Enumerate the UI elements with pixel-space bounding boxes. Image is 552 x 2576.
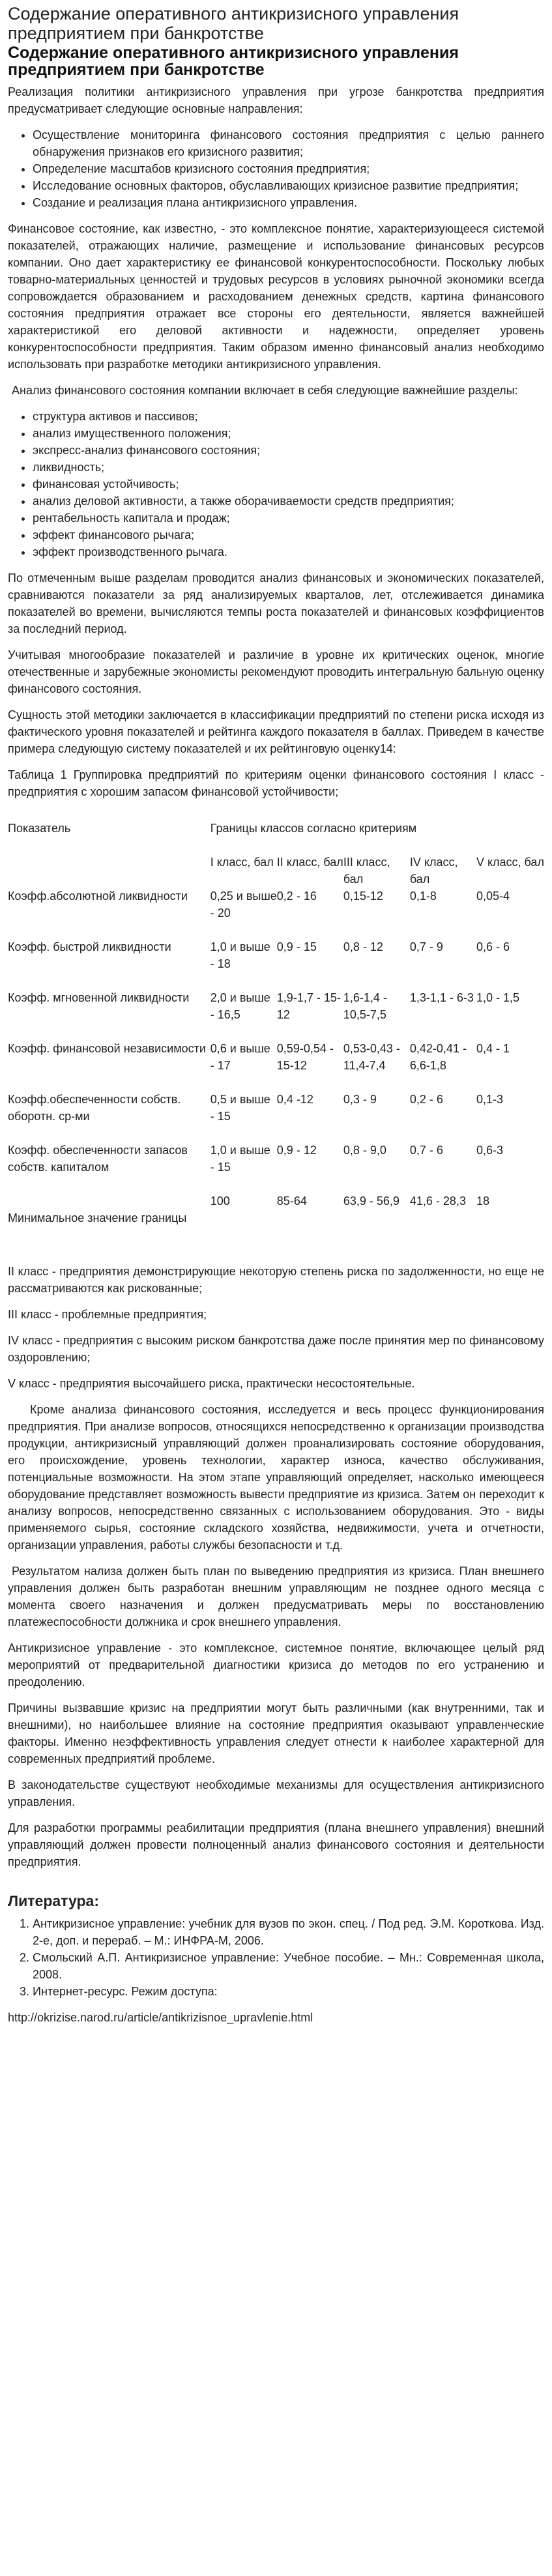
class-iv-text: IV класс - предприятия с высоким риском банкротства даже после принятия мер по финансовому оздоровлению; [8,1334,544,1364]
row-name: Коэфф.абсолютной ликвидности [8,890,188,903]
table-cell: 0,8 - 9,0 [343,1144,386,1157]
list-item: • Создание и реализация плана антикризисного управления. [33,194,544,211]
table-cell: 0,4 - 1 [476,1042,510,1055]
table-cell: 1,3-1,1 - 6-3 [409,991,474,1004]
table-row [8,1193,544,1209]
row-name: Минимальное значение границы [8,1211,187,1224]
table-cell: 41,6 - 28,3 [409,1194,466,1208]
table-cell: 0,7 - 6 [409,1144,443,1157]
table-row [8,1142,544,1176]
table-class-row [8,854,544,888]
table-cell: 0,4 -12 [276,1093,313,1106]
table-cell: 63,9 - 56,9 [343,1194,399,1208]
table-cell: 0,53-0,43 - 11,4-7,4 [343,1042,400,1072]
table-cell: 0,8 - 12 [343,940,383,953]
literature-list [8,1915,544,2000]
program-paragraph: Для разработки программы реабилитации предприятия (плана внешнего управления) внешний управляющий должен провести полноценный анализ финансового состояния и деятельности предприятия. [8,1821,544,1868]
class-ii-text: II класс - предприятия демонстрирующие некоторую степень риска по задолженности, но еще не рассматриваются как рискованные; [8,1265,544,1295]
list-item: • финансовая устойчивость; [33,476,544,493]
variety-paragraph: Учитывая многообразие показателей и различие в уровне их критических оценок, многие отечественные и зарубежные экономисты рекомендуют проводить интегральную бальную оценку финансового состояния. [8,648,544,695]
class-v-text: V класс - предприятия высочайшего риска, практически несостоятельные. [8,1377,415,1390]
table-cell: 1,0 - 1,5 [476,991,519,1004]
analysis-paragraph: Анализ финансового состояния компании включает в себя следующие важнейшие разделы: [12,384,518,397]
finstate-paragraph: Финансовое состояние, как известно, - это комплексное понятие, характеризующееся системой показателей, отражающих наличие, размещение и использование финансовых ресурсов компании. Оно дает характеристику ее финансовой конкурентоспособности. Поскольку любых товарно-материальных ценностей и трудовых ресурсов в условиях рыночной экономики всегда сопровождается образованием и расходованием денежных средств, картина финансового состояния предприятия отражает все стороны его деятельности, является важнейшей характеристикой его деловой активности и надежности, определяет уровень конкурентоспособности предприятия. Таким образом именно финансовый анализ необходимо использовать при разработке методики антикризисного управления. [8,222,544,371]
intro-paragraph: Реализация политики антикризисного управления при угрозе банкротства предприятия предусматривает следующие основные направления: [8,85,544,115]
table-cell: 0,6-3 [476,1144,503,1157]
table-cell: 1,0 и выше - 15 [210,1144,270,1174]
row-name: Коэфф. финансовой независимости [8,1042,206,1055]
list-item: • анализ имущественного положения; [33,425,544,442]
list-item: • экспресс-анализ финансового состояния; [33,442,544,459]
row-name: Коэфф.обеспеченности собств. оборотн. ср-ми [8,1093,181,1123]
class-head: V класс, бал [476,856,544,869]
table-cell: 1,9-1,7 - 15-12 [276,991,341,1021]
class-head: II класс, бал [276,856,343,869]
table-header-row [8,820,544,837]
row-name: Коэфф. обеспеченности запасов собств. капиталом [8,1144,188,1174]
table-row [8,1040,544,1074]
list-item: • Осуществление мониторинга финансового состояния предприятия с целью раннего обнаружения признаков его кризисного развития; [33,126,544,160]
table-cell: 0,7 - 9 [409,940,443,953]
result-paragraph: Результатом нализа должен быть план по выведению предприятия из кризиса. План внешнего управления должен быть разработан внешним управляющим не позднее одного месяца с момента своего назначения и должен предусматривать меры по восстановлению платежеспособности должника и срок внешнего управления. [8,1565,544,1628]
table-row [8,1091,544,1125]
table-cell: 0,2 - 6 [409,1093,443,1106]
table-cell: 0,9 - 15 [276,940,317,953]
essence-paragraph: Сущность этой методики заключается в классификации предприятий по степени риска исходя из фактического уровня показателей и рейтинга каждого показателя в баллах. Приведем в качестве примера следующую систему показателей и их рейтинговую оценку14: [8,708,544,755]
list-item: • структура активов и пассивов; [33,408,544,425]
list-item: 2. Смольский А.П. Антикризисное управление: Учебное пособие. – Мн.: Современная школа, 2008. [33,1949,544,1983]
list-item: 3. Интернет-ресурс. Режим доступа: [33,1983,544,2000]
page-title: Содержание оперативного антикризисного управления предприятием при банкротстве [8,4,459,43]
crisis-mgmt-paragraph: Антикризисное управление - это комплексное, системное понятие, включающее целый ряд мероприятий от предварительной диагностики кризиса до методов по его устранению и преодолению. [8,1642,544,1688]
class-head: III класс, бал [343,856,390,886]
table-cell: 0,3 - 9 [343,1093,377,1106]
list-item: • Исследование основных факторов, обуславливающих кризисное развитие предприятия; [33,177,544,194]
table-row [8,938,544,972]
table-cell: 2,0 и выше - 16,5 [210,991,270,1021]
table-cell: 0,2 - 16 [276,890,317,903]
table-row [8,989,544,1023]
list-item: • рентабельность капитала и продаж; [33,510,544,527]
header-groups: Границы классов согласно критериям [210,822,417,835]
law-paragraph: В законодательстве существуют необходимые механизмы для осуществления антикризисного управления. [8,1778,544,1808]
table-cell: 85-64 [276,1194,307,1208]
table-cell: 1,0 и выше - 18 [210,940,270,970]
header-indicator: Показатель [8,822,71,835]
table-cell: 0,5 и выше - 15 [210,1093,270,1123]
table-caption: Таблица 1 Группировка предприятий по критериям оценки финансового состояния I класс - предприятия с хорошим запасом финансовой устойчивости; [8,768,544,798]
table-row [8,888,544,921]
enterprise-paragraph: Кроме анализа финансового состояния, исследуется и весь процесс функционирования предприятия. При анализе вопросов, относящихся непосредственно к организации производства продукции, антикризисный управляющий должен проанализировать состояние оборудования, его происхождение, уровень технологии, характер износа, качество обслуживания, потенциальные возможности. На этом этапе управляющий определяет, насколько имеющееся оборудование представляет возможность вывести предприятие из кризиса. Затем он переходит к анализу вопросов, непосредственно связанных с использованием оборудования. Это - виды применяемого сырья, состояние складского хозяйства, недвижимости, учета и отчетности, организации управления, работы службы безопасности и т.д. [8,1403,544,1552]
source-url[interactable]: http://okrizise.narod.ru/article/antikrizisnoe_upravlenie.html [8,2011,313,2024]
list-item: • анализ деловой активности, а также оборачиваемости средств предприятия; [33,493,544,510]
table-cell: 0,1-8 [409,890,437,903]
intro-list [8,126,544,211]
list-item: • эффект производственного рычага. [33,543,544,560]
table-cell: 18 [476,1194,489,1208]
list-item: • ликвидность; [33,459,544,476]
article-subtitle: Содержание оперативного антикризисного управления предприятием при банкротстве [8,44,459,79]
table-cell: 0,1-3 [476,1093,503,1106]
list-item: • эффект финансового рычага; [33,527,544,543]
table-cell: 0,59-0,54 - 15-12 [276,1042,334,1072]
causes-paragraph: Причины вызвавшие кризис на предприятии могут быть различными (как внутренними, так и внешними), но наибольшее влияние на состояние предприятия оказывают управленческие факторы. Именно неэффективность управления следует отнести к наиболее характерной для современных предприятий проблеме. [8,1701,544,1765]
class-head: IV класс, бал [409,856,458,886]
table-cell: 0,15-12 [343,890,383,903]
table-cell: 0,9 - 12 [276,1144,317,1157]
row-name: Коэфф. быстрой ликвидности [8,940,171,953]
class-head: I класс, бал [210,856,274,869]
literature-heading: Литература: [8,1892,99,1909]
criteria-table [8,820,544,1226]
table-cell: 0,6 - 6 [476,940,510,953]
list-item: • Определение масштабов кризисного состояния предприятия; [33,160,544,177]
table-cell: 0,25 и выше - 20 [210,890,277,919]
sections-paragraph: По отмеченным выше разделам проводится анализ финансовых и экономических показателей, сравниваются показатели за ряд анализируемых кварталов, лет, отслеживается динамика показателей во времени, вычисляются темпы роста показателей и финансовых коэффициентов за последний период. [8,572,544,635]
table-cell: 100 [210,1194,230,1208]
table-cell: 1,6-1,4 - 10,5-7,5 [343,991,387,1021]
table-cell: 0,42-0,41 - 6,6-1,8 [409,1042,467,1072]
table-row [8,1209,544,1226]
table-cell: 0,6 и выше - 17 [210,1042,270,1072]
row-name: Коэфф. мгновенной ликвидности [8,991,190,1004]
table-cell: 0,05-4 [476,890,510,903]
list-item: 1. Антикризисное управление: учебник для вузов по экон. спец. / Под ред. Э.М. Короткова. Изд. 2-е, доп. и перераб. – М.: ИНФРА-М, 2006. [33,1915,544,1949]
class-iii-text: III класс - проблемные предприятия; [8,1308,207,1321]
analysis-list [8,408,544,560]
